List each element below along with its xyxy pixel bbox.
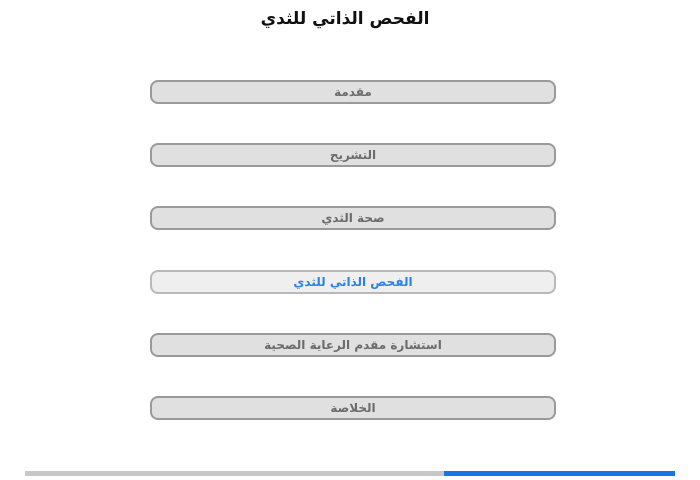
progress-bar-fill: [444, 471, 675, 476]
page-title: الفحص الذاتي للثدي: [260, 9, 430, 29]
menu-item-summary[interactable]: الخلاصة: [150, 396, 556, 420]
progress-bar: [25, 471, 675, 476]
menu-item-breast-health[interactable]: صحة الثدي: [150, 206, 556, 230]
menu-item-consult-provider[interactable]: استشارة مقدم الرعاية الصحية: [150, 333, 556, 357]
menu-item-self-exam[interactable]: الفحص الذاتي للثدي: [150, 270, 556, 294]
menu-item-introduction[interactable]: مقدمة: [150, 80, 556, 104]
menu-item-anatomy[interactable]: التشريح: [150, 143, 556, 167]
